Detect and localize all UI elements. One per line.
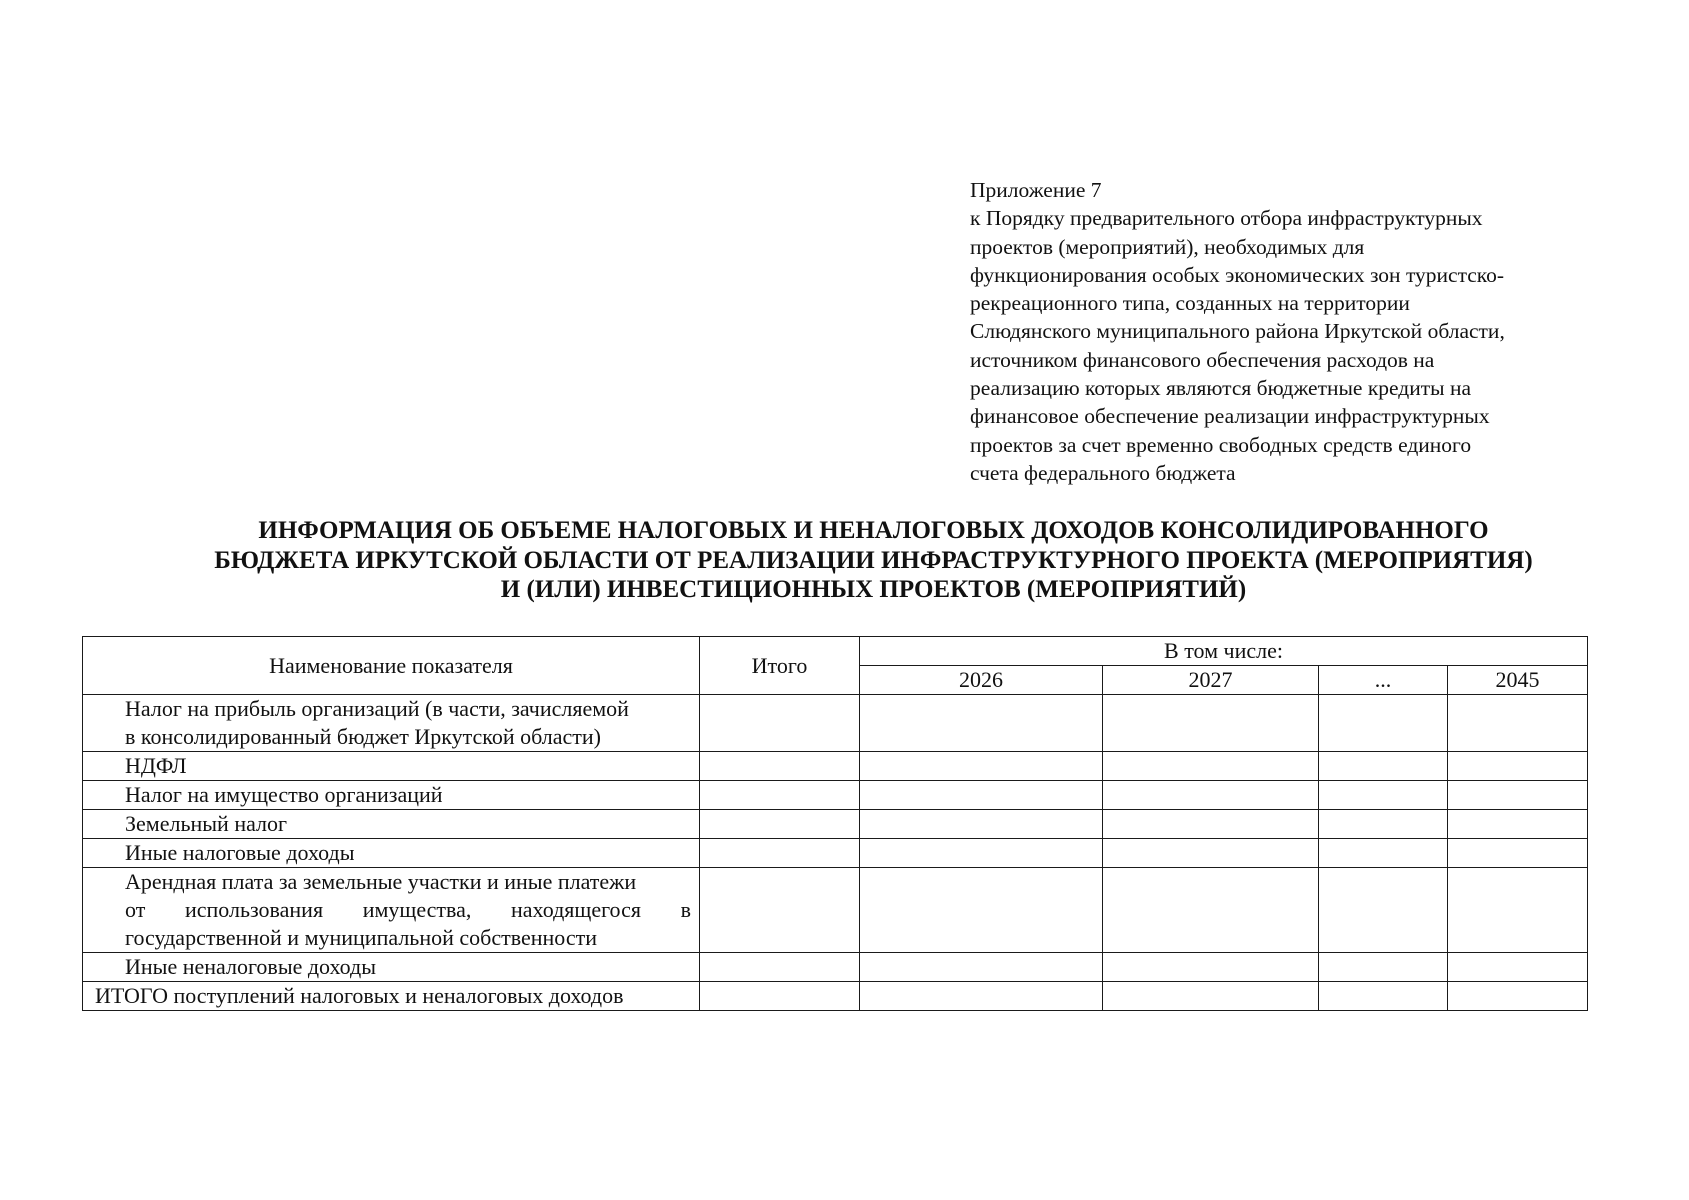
row-label-grand-total: ИТОГО поступлений налоговых и неналоговых доходов (83, 982, 700, 1011)
cell-2026 (860, 868, 1103, 953)
table-row (83, 839, 1588, 868)
title-line: БЮДЖЕТА ИРКУТСКОЙ ОБЛАСТИ ОТ РЕАЛИЗАЦИИ ИНФРАСТРУКТУРНОГО ПРОЕКТА (МЕРОПРИЯТИЯ) (214, 546, 1533, 574)
header-year-2026: 2026 (860, 666, 1103, 695)
row-label-line: Налог на прибыль организаций (в части, зачисляемой (125, 696, 629, 721)
cell-2045 (1448, 982, 1588, 1011)
row-label-line: в консолидированный бюджет Иркутской области) (125, 724, 602, 749)
appendix-line: проектов (мероприятий), необходимых для (970, 234, 1365, 259)
cell-2026 (860, 953, 1103, 982)
cell-ellipsis (1319, 982, 1448, 1011)
table-row (83, 781, 1588, 810)
header-year-2045: 2045 (1448, 666, 1588, 695)
cell-2027 (1103, 695, 1319, 752)
appendix-line: функционирования особых экономических зон туристско- (970, 262, 1505, 287)
cell-2027 (1103, 982, 1319, 1011)
cell-2026 (860, 810, 1103, 839)
cell-ellipsis (1319, 781, 1448, 810)
appendix-line: проектов за счет временно свободных средств единого (970, 432, 1472, 457)
appendix-line: к Порядку предварительного отбора инфраструктурных (970, 206, 1483, 231)
title-line: И (ИЛИ) ИНВЕСТИЦИОННЫХ ПРОЕКТОВ (МЕРОПРИЯТИЙ) (500, 576, 1247, 603)
row-label-profit-tax (83, 695, 700, 752)
cell-2045 (1448, 839, 1588, 868)
cell-2027 (1103, 953, 1319, 982)
appendix-line: реализацию которых являются бюджетные кредиты на (970, 376, 1472, 401)
cell-2045 (1448, 781, 1588, 810)
appendix-block (970, 176, 1630, 487)
cell-2027 (1103, 752, 1319, 781)
cell-ellipsis (1319, 839, 1448, 868)
appendix-line: Слюдянского муниципального района Иркутской области, (970, 319, 1505, 344)
cell-total (700, 868, 860, 953)
cell-2026 (860, 839, 1103, 868)
cell-2026 (860, 781, 1103, 810)
appendix-line: финансовое обеспечение реализации инфраструктурных (970, 404, 1490, 429)
header-year-2027: 2027 (1103, 666, 1319, 695)
appendix-line: источником финансового обеспечения расходов на (970, 347, 1435, 372)
row-label-ndfl: НДФЛ (83, 752, 700, 781)
appendix-line: счета федерального бюджета (970, 460, 1236, 485)
table-row (83, 953, 1588, 982)
document-title (80, 516, 1667, 605)
header-indicator-name: Наименование показателя (83, 637, 700, 695)
cell-total (700, 953, 860, 982)
cell-total (700, 695, 860, 752)
cell-ellipsis (1319, 953, 1448, 982)
cell-2045 (1448, 695, 1588, 752)
cell-2045 (1448, 752, 1588, 781)
row-label-line: Арендная плата за земельные участки и иные платежи (125, 869, 637, 894)
row-label-property-tax: Налог на имущество организаций (83, 781, 700, 810)
row-label-line: от использования имущества, находящегося в (125, 897, 691, 922)
row-label-land-tax: Земельный налог (83, 810, 700, 839)
title-line: ИНФОРМАЦИЯ ОБ ОБЪЕМЕ НАЛОГОВЫХ И НЕНАЛОГОВЫХ ДОХОДОВ КОНСОЛИДИРОВАННОГО (258, 517, 1489, 544)
cell-total (700, 810, 860, 839)
cell-2045 (1448, 810, 1588, 839)
cell-total (700, 752, 860, 781)
cell-2027 (1103, 781, 1319, 810)
row-label-line: государственной и муниципальной собственности (125, 925, 597, 950)
cell-2027 (1103, 839, 1319, 868)
table-row (83, 752, 1588, 781)
row-label-other-non-tax-income: Иные неналоговые доходы (83, 953, 700, 982)
cell-total (700, 781, 860, 810)
cell-2045 (1448, 953, 1588, 982)
cell-2027 (1103, 810, 1319, 839)
cell-2045 (1448, 868, 1588, 953)
appendix-line: Приложение 7 (970, 178, 1102, 202)
header-year-ellipsis: ... (1319, 666, 1448, 695)
cell-ellipsis (1319, 695, 1448, 752)
table-row (83, 695, 1588, 752)
header-including: В том числе: (860, 637, 1588, 666)
row-label-other-tax-income: Иные налоговые доходы (83, 839, 700, 868)
cell-ellipsis (1319, 752, 1448, 781)
table-row (83, 982, 1588, 1011)
cell-total (700, 839, 860, 868)
table-row (83, 868, 1588, 953)
appendix-line: рекреационного типа, созданных на территории (970, 291, 1410, 316)
cell-ellipsis (1319, 868, 1448, 953)
cell-2027 (1103, 868, 1319, 953)
cell-2026 (860, 982, 1103, 1011)
cell-total (700, 982, 860, 1011)
row-label-rent-payments (83, 868, 700, 953)
cell-ellipsis (1319, 810, 1448, 839)
table-row (83, 810, 1588, 839)
revenue-table (82, 636, 1588, 1011)
header-total: Итого (700, 637, 860, 695)
cell-2026 (860, 752, 1103, 781)
cell-2026 (860, 695, 1103, 752)
